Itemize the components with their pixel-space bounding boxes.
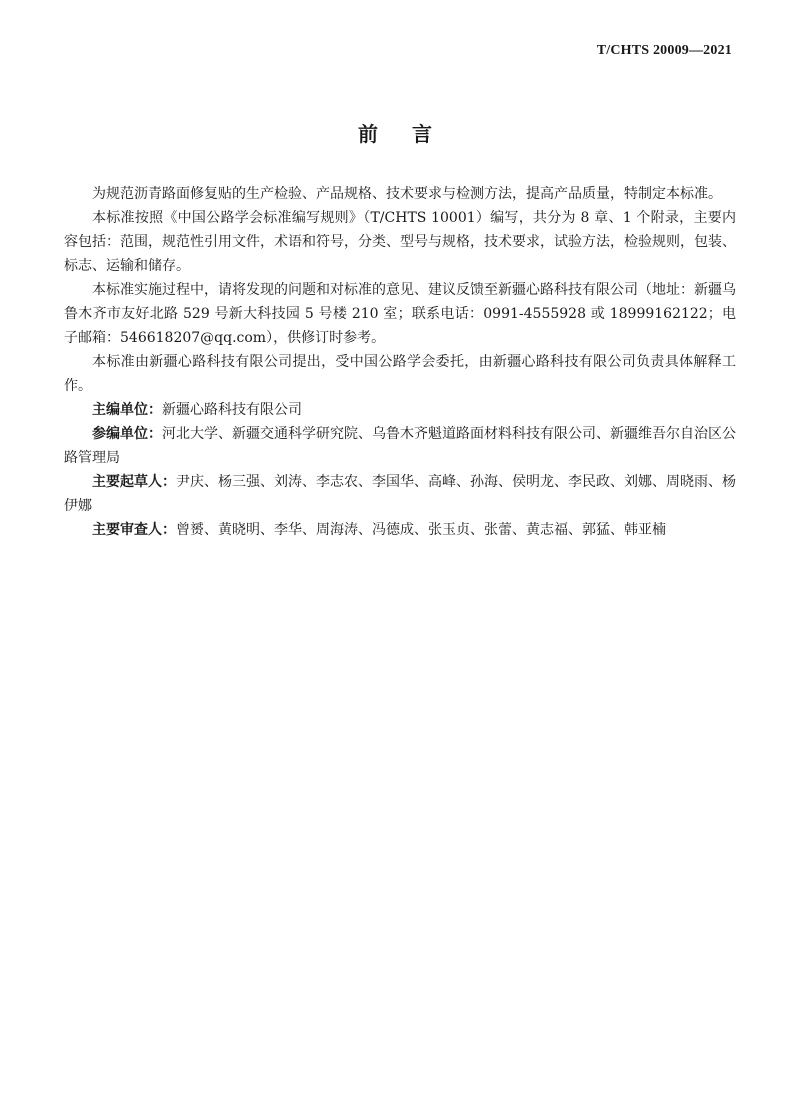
credit-value: 尹庆、杨三强、刘涛、李志农、李国华、高峰、孙海、侯明龙、李民政、刘娜、周晓雨、杨伊娜	[64, 474, 736, 514]
credit-label: 主要起草人：	[92, 474, 176, 490]
credit-label: 参编单位：	[92, 426, 162, 442]
paragraph-purpose: 为规范沥青路面修复贴的生产检验、产品规格、技术要求与检测方法，提高产品质量，特制定本标准。	[92, 186, 722, 202]
credit-value: 新疆心路科技有限公司	[162, 402, 302, 418]
credit-participating-units	[64, 422, 736, 470]
paragraph-structure: 本标准按照《中国公路学会标准编写规则》（T/CHTS 10001）编写，共分为 8 章、1 个附录，主要内容包括：范围，规范性引用文件，术语和符号，分类、型号与规格，技术要求，试验方法，检验规则，包装、标志、运输和储存。	[64, 210, 736, 274]
standard-code: T/CHTS 20009—2021	[596, 43, 732, 58]
credit-label: 主编单位：	[92, 402, 162, 418]
paragraph-interpretation: 本标准由新疆心路科技有限公司提出，受中国公路学会委托，由新疆心路科技有限公司负责具体解释工作。	[64, 354, 736, 394]
page-title: 前言	[358, 122, 466, 146]
credit-label: 主要审查人：	[92, 522, 176, 538]
credit-value: 河北大学、新疆交通科学研究院、乌鲁木齐魁道路面材料科技有限公司、新疆维吾尔自治区公路管理局	[64, 426, 736, 466]
credit-value: 曾赟、黄晓明、李华、周海涛、冯德成、张玉贞、张蕾、黄志福、郭猛、韩亚楠	[176, 522, 666, 538]
paragraph-feedback: 本标准实施过程中，请将发现的问题和对标准的意见、建议反馈至新疆心路科技有限公司（地址：新疆乌鲁木齐市友好北路 529 号新大科技园 5 号楼 210 室；联系电话：0991-4555928 或 18999162122；电子邮箱：546618207@qq.com），供修订时参考。	[64, 282, 736, 346]
credit-main-drafters	[64, 470, 736, 518]
credit-chief-editor	[64, 398, 736, 422]
foreword-body	[64, 182, 736, 542]
credit-main-reviewers	[64, 518, 736, 542]
